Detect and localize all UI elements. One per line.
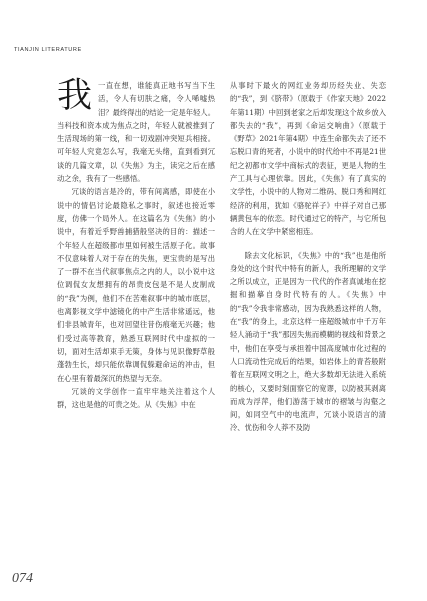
paragraph xyxy=(57,76,215,185)
running-header: TIANJIN LITERATURE xyxy=(14,47,82,53)
page-number: 074 xyxy=(12,571,33,586)
right-column xyxy=(230,79,386,435)
drop-cap: 我 xyxy=(57,76,93,116)
paragraph: 冗谈的语言是冷的，带有间离感，即使在小说中的情侣讨论最隐私之事时，叙述也接近零度，仿佛一个局外人。在这篇名为《失焦》的小说中，有着近乎野兽捕猎般坚决的目的：描述一个年轻人在超级都市里如何被生活原子化。故事不仅意味着人对于存在的失焦，更宝贵的是写出了一群不在当代叙事焦点之内的人，以小说中这位调侃女友想拥有的昂贵皮包是不是人皮制成的“我”为例，他们不在苦难叙事中的城市底层，也离影视文学中滤镜化的中产生活非常遥远，他们非县城青年，也对回望往昔伤痕毫无兴趣；他们受过高等教育，熟悉互联网时代中虚拟的一切，面对生活却束手无策，身体与见识像野草般蓬勃生长，却只能依靠调侃躲避命运的冲击，但在心里有着最深沉的热望与无奈。 xyxy=(57,187,215,383)
paragraph-text: 一直在想，谁能真正地书写当下生活，令人有切肤之痛，令人唏嘘热泪？最终得出的结论一定是年轻人。当科技和资本成为焦点之时，年轻人就被推到了生活现场的第一线，和一切戏剧冲突短兵相接。可年轻人究竟怎么写，我毫无头绪，直到看到冗谈的几篇文章，以《失焦》为主，读完之后在感动之余，我有了一些感悟。 xyxy=(57,81,215,184)
paragraph: 除去文化标识，《失焦》中的“我”也是他所身处的这个时代中特有的新人，我所理解的文学之所以成立，正是因为一代代的作者真诚地在挖掘和描摹自身时代特有的人。《失焦》中的“我”令我非常感动，因为我熟悉这样的人物，在“我”的身上，北京这样一座超级城市中千万年轻人涌动于“我”那因失焦而模糊的视线和背景之中，他们在享受与承担着中国高度城市化过程的人口流动性完成后的结果，如岩体上的青苔般附着在互联网文明之上，绝大多数却无法进入系统的核心，又要时刻面察它的宽谬，以防被其剥离而成为浮萍，他们游荡于城市的褶皱与沟壑之间，如同空气中的电流声，冗谈小说语言的清冷、忧伤和令人莽不及防 xyxy=(230,250,386,433)
left-column xyxy=(57,76,215,411)
paragraph: 从事时下最火的网红业务却历经失业、失恋的“我”，到《脐带》（原载于《作家天地》2022年第11期）中回到老家之后却发现这个故乡放入都失去的“我”，再到《命运交响曲》（原载于《野草》2021年第4期）中连生命都失去了还不忘脱口青的死者，小说中的时代给中不再是21世纪之初都市文学中商标式的表征，更是人物的生产工具与心理依靠。因此，《失焦》有了真实的文学性，小说中的人物对二维码、脱口秀和网红经济的利用，犹如《骆驼祥子》中祥子对自己那辆黄包车的依恋。时代通过它的特产，与它所包含的人在文学中紧密相连。 xyxy=(230,81,386,237)
paragraph: 冗谈的文学创作一直牢牢地关注着这个人群，这也是他的可贵之处。从《失焦》中在 xyxy=(57,386,215,410)
